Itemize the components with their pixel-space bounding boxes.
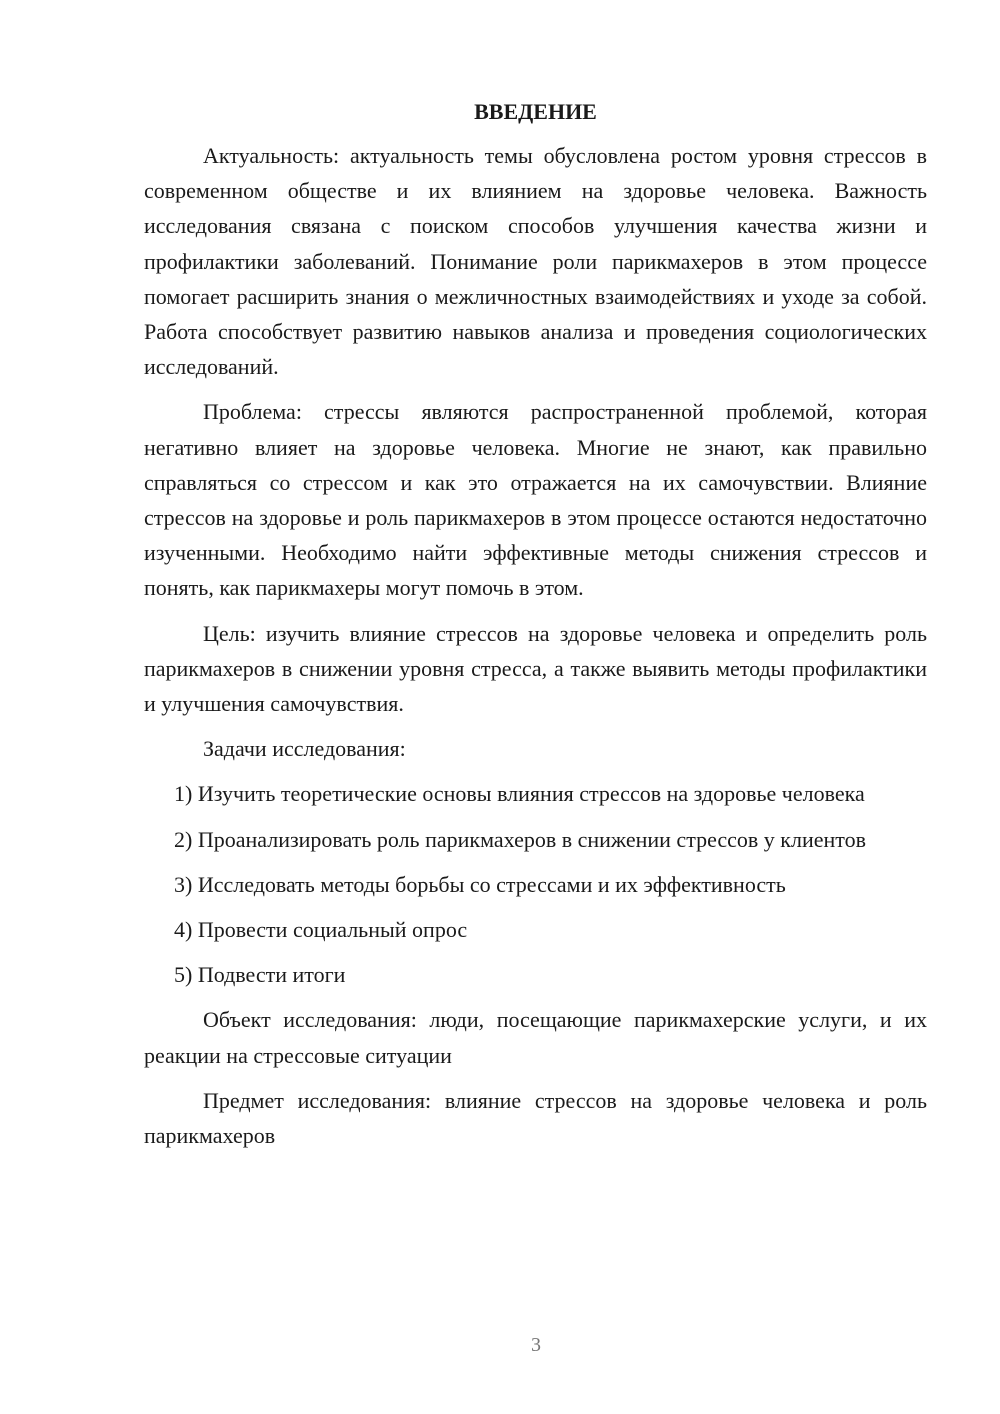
task-item-2: 2) Проанализировать роль парикмахеров в снижении стрессов у клиентов: [174, 826, 866, 852]
task-item-1: 1) Изучить теоретические основы влияния стрессов на здоровье человека: [174, 781, 865, 807]
relevance-paragraph: Актуальность: актуальность темы обусловлена ростом уровня стрессов в современном обществе и их влиянием на здоровье человека. Важность исследования связана с поиском способов улучшения качества жизни и профилактики заболеваний. Понимание роли парикмахеров в этом процессе помогает расширить знания о межличностных взаимодействиях и уходе за собой. Работа способствует развитию навыков анализа и проведения социологических исследований.: [144, 143, 927, 380]
task-item-5: 5) Подвести итоги: [174, 962, 346, 988]
goal-paragraph: Цель: изучить влияние стрессов на здоровье человека и определить роль парикмахеров в снижении уровня стресса, а также выявить методы профилактики и улучшения самочувствия.: [144, 620, 927, 717]
section-title: ВВЕДЕНИЕ: [474, 99, 597, 124]
page-content: [144, 94, 927, 1163]
problem-paragraph: Проблема: стрессы являются распространенной проблемой, которая негативно влияет на здоровье человека. Многие не знают, как правильно справляться со стрессом и как это отражается на их самочувствии. Влияние стрессов на здоровье и роль парикмахеров в этом процессе остаются недостаточно изученными. Необходимо найти эффективные методы снижения стрессов и понять, как парикмахеры могут помочь в этом.: [144, 399, 927, 601]
task-item-3: 3) Исследовать методы борьбы со стрессами и их эффективность: [174, 871, 786, 897]
object-paragraph: Объект исследования: люди, посещающие парикмахерские услуги, и их реакции на стрессовые ситуации: [144, 1007, 927, 1068]
page-number: 3: [531, 1334, 541, 1356]
task-item-4: 4) Провести социальный опрос: [174, 917, 468, 943]
subject-paragraph: Предмет исследования: влияние стрессов на здоровье человека и роль парикмахеров: [144, 1087, 927, 1149]
tasks-heading: Задачи исследования:: [203, 736, 406, 762]
